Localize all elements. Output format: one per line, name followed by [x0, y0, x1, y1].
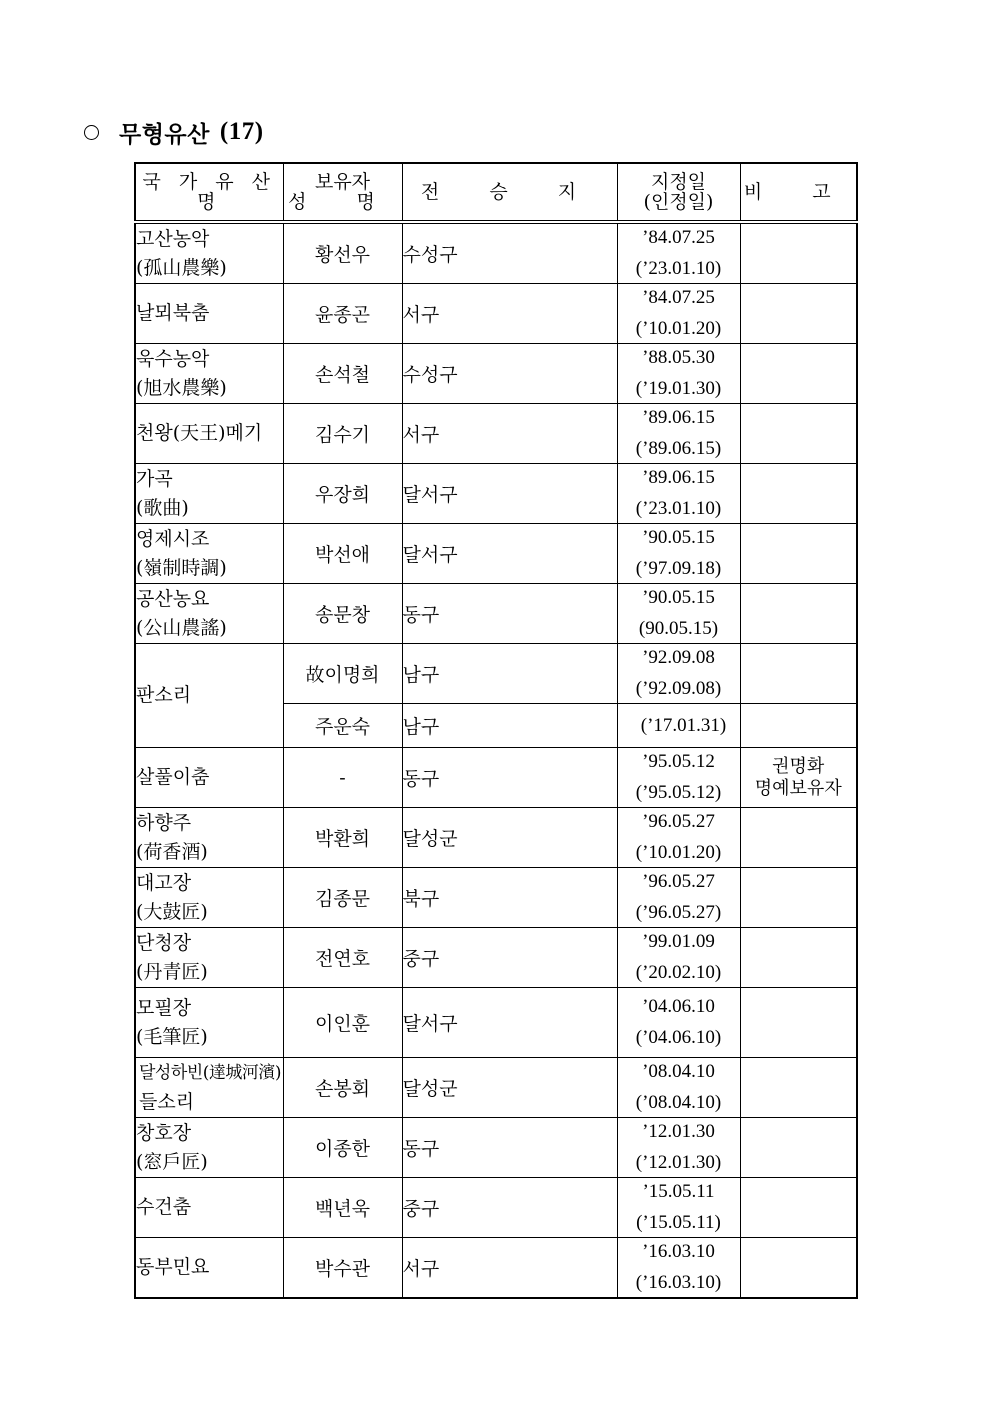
note [740, 464, 857, 524]
holder-name: 주운숙 [283, 704, 402, 748]
note [740, 284, 857, 344]
designation-date: ’12.01.30 (’12.01.30) [617, 1118, 740, 1178]
section-heading [84, 116, 264, 148]
table-row [135, 808, 857, 868]
heritage-name: 수건춤 [135, 1178, 283, 1238]
note [740, 404, 857, 464]
note [740, 808, 857, 868]
holder-name: 송문창 [283, 584, 402, 644]
note [740, 988, 857, 1058]
holder-name: 우장희 [283, 464, 402, 524]
note: 권명화 명예보유자 [740, 748, 857, 808]
heritage-name: 동부민요 [135, 1238, 283, 1299]
holder-name: 전연호 [283, 928, 402, 988]
region: 달서구 [402, 988, 617, 1058]
designation-date: ’89.06.15 (’89.06.15) [617, 404, 740, 464]
heritage-name: 고산농악 (孤山農樂) [135, 222, 283, 284]
region: 동구 [402, 1118, 617, 1178]
region: 동구 [402, 584, 617, 644]
designation-date: ’84.07.25 (’10.01.20) [617, 284, 740, 344]
header-row [135, 163, 857, 222]
note [740, 1238, 857, 1299]
table-row [135, 222, 857, 284]
holder-name: 故이명희 [283, 644, 402, 704]
designation-date: (’17.01.31) [617, 704, 740, 748]
region: 남구 [402, 704, 617, 748]
heritage-name: 창호장 (窓戶匠) [135, 1118, 283, 1178]
table-row [135, 928, 857, 988]
note [740, 524, 857, 584]
holder-name: 이종한 [283, 1118, 402, 1178]
region: 달성군 [402, 1058, 617, 1118]
header-note: 비 고 [740, 163, 857, 222]
heritage-name: 모필장 (毛筆匠) [135, 988, 283, 1058]
table-row [135, 748, 857, 808]
holder-name: 황선우 [283, 222, 402, 284]
holder-name: 박환희 [283, 808, 402, 868]
region: 서구 [402, 1238, 617, 1299]
heritage-name: 천왕(天王)메기 [135, 404, 283, 464]
table-row [135, 284, 857, 344]
holder-name: 이인훈 [283, 988, 402, 1058]
region: 달서구 [402, 464, 617, 524]
heritage-name: 단청장 (丹青匠) [135, 928, 283, 988]
table-row [135, 868, 857, 928]
note [740, 344, 857, 404]
table-row [135, 404, 857, 464]
region: 서구 [402, 404, 617, 464]
note [740, 868, 857, 928]
region: 남구 [402, 644, 617, 704]
region: 중구 [402, 928, 617, 988]
holder-name: 박선애 [283, 524, 402, 584]
designation-date: ’96.05.27 (’10.01.20) [617, 808, 740, 868]
region: 수성구 [402, 222, 617, 284]
designation-date: ’04.06.10 (’04.06.10) [617, 988, 740, 1058]
designation-date: ’96.05.27 (’96.05.27) [617, 868, 740, 928]
holder-name: 손석철 [283, 344, 402, 404]
designation-date: ’90.05.15 (90.05.15) [617, 584, 740, 644]
header-region: 전 승 지 [402, 163, 617, 222]
holder-name: 김수기 [283, 404, 402, 464]
note [740, 644, 857, 704]
region: 북구 [402, 868, 617, 928]
designation-date: ’95.05.12 (’95.05.12) [617, 748, 740, 808]
region: 수성구 [402, 344, 617, 404]
table-row [135, 988, 857, 1058]
designation-date: ’88.05.30 (’19.01.30) [617, 344, 740, 404]
table-row [135, 524, 857, 584]
table-row [135, 1178, 857, 1238]
note [740, 222, 857, 284]
circle-bullet-icon [84, 125, 99, 140]
intangible-heritage-table [134, 162, 858, 1299]
holder-name: 김종문 [283, 868, 402, 928]
heritage-name: 달성하빈(達城河濱) 들소리 [135, 1058, 283, 1118]
heritage-name: 판소리 [135, 644, 283, 748]
region: 서구 [402, 284, 617, 344]
heritage-name: 대고장 (大鼓匠) [135, 868, 283, 928]
header-date: 지정일 (인정일) [617, 163, 740, 222]
table-row [135, 1118, 857, 1178]
designation-date: ’84.07.25 (’23.01.10) [617, 222, 740, 284]
heritage-name: 날뫼북춤 [135, 284, 283, 344]
table-row [135, 644, 857, 704]
header-name: 국 가 유 산 명 [135, 163, 283, 222]
holder-name: - [283, 748, 402, 808]
note [740, 704, 857, 748]
region: 달서구 [402, 524, 617, 584]
designation-date: ’92.09.08 (’92.09.08) [617, 644, 740, 704]
table-row [135, 344, 857, 404]
note [740, 1118, 857, 1178]
designation-date: ’90.05.15 (’97.09.18) [617, 524, 740, 584]
section-count: (17) [219, 118, 264, 145]
table-row [135, 584, 857, 644]
section-title: 무형유산 [119, 120, 210, 148]
heritage-name: 살풀이춤 [135, 748, 283, 808]
designation-date: ’16.03.10 (’16.03.10) [617, 1238, 740, 1299]
header-holder: 보유자 성 명 [283, 163, 402, 222]
note [740, 928, 857, 988]
holder-name: 박수관 [283, 1238, 402, 1299]
note [740, 584, 857, 644]
table-row [135, 464, 857, 524]
heritage-name: 공산농요 (公山農謠) [135, 584, 283, 644]
designation-date: ’99.01.09 (’20.02.10) [617, 928, 740, 988]
heritage-name: 가곡 (歌曲) [135, 464, 283, 524]
region: 달성군 [402, 808, 617, 868]
region: 중구 [402, 1178, 617, 1238]
region: 동구 [402, 748, 617, 808]
note [740, 1178, 857, 1238]
holder-name: 윤종곤 [283, 284, 402, 344]
designation-date: ’15.05.11 (’15.05.11) [617, 1178, 740, 1238]
heritage-name: 하향주 (荷香酒) [135, 808, 283, 868]
note [740, 1058, 857, 1118]
holder-name: 손봉회 [283, 1058, 402, 1118]
heritage-name: 욱수농악 (旭水農樂) [135, 344, 283, 404]
heritage-name: 영제시조 (嶺制時調) [135, 524, 283, 584]
designation-date: ’89.06.15 (’23.01.10) [617, 464, 740, 524]
holder-name: 백년욱 [283, 1178, 402, 1238]
table-row [135, 1238, 857, 1299]
designation-date: ’08.04.10 (’08.04.10) [617, 1058, 740, 1118]
table-row [135, 1058, 857, 1118]
